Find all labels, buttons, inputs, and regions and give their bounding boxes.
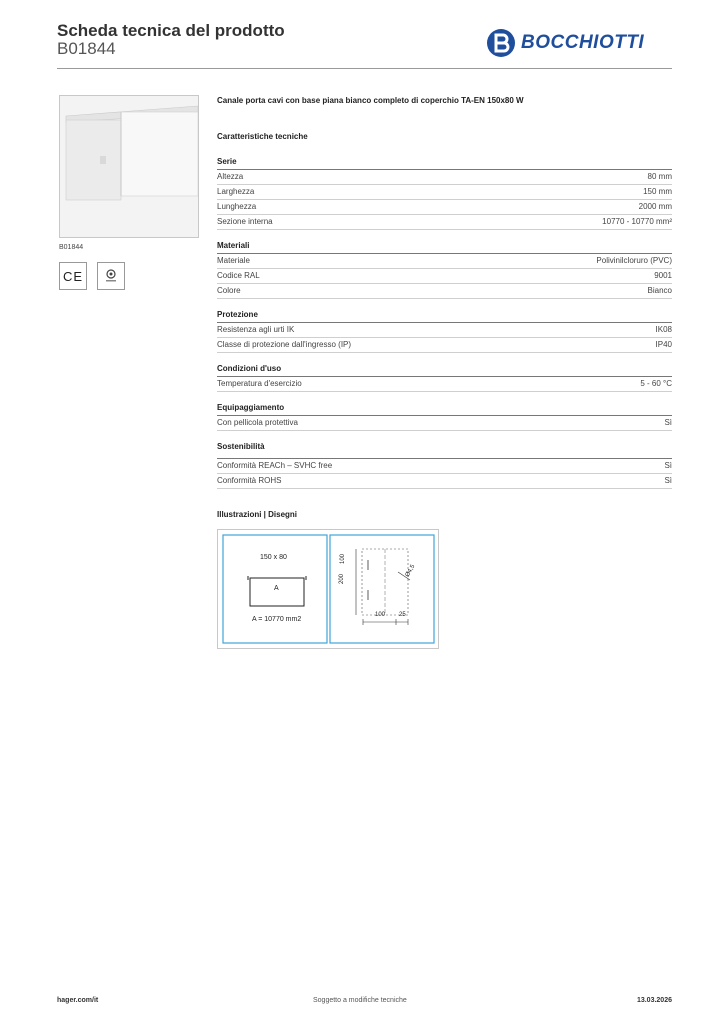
spec-label: Sezione interna xyxy=(217,217,273,226)
spec-value: 9001 xyxy=(654,271,672,280)
spec-row xyxy=(217,474,672,489)
footer-website: hager.com/it xyxy=(57,997,99,1004)
spec-value: 80 mm xyxy=(647,172,672,181)
drawing-dim-25: 25 xyxy=(399,612,406,618)
footer-date: 13.03.2026 xyxy=(636,997,672,1004)
header-divider xyxy=(57,68,672,69)
brand-logo xyxy=(486,28,644,58)
spec-row xyxy=(217,377,672,392)
spec-label: Resistenza agli urti IK xyxy=(217,325,295,334)
spec-value: Bianco xyxy=(647,286,672,295)
spec-value: 150 mm xyxy=(643,187,672,196)
imq-mark-icon xyxy=(101,266,121,286)
section-title: Equipaggiamento xyxy=(217,402,672,416)
spec-value: IP40 xyxy=(655,340,672,349)
spec-row xyxy=(217,269,672,284)
product-image xyxy=(59,95,199,238)
drawing-area-letter: A xyxy=(274,585,279,592)
spec-row xyxy=(217,338,672,353)
spec-value: 5 - 60 °C xyxy=(640,379,672,388)
spec-label: Colore xyxy=(217,286,241,295)
section-title: Protezione xyxy=(217,309,672,323)
cable-duct-illustration xyxy=(60,96,198,237)
image-caption: B01844 xyxy=(59,244,84,251)
specs-heading: Caratteristiche tecniche xyxy=(217,132,308,141)
spec-value: Polivinilcloruro (PVC) xyxy=(596,256,672,265)
footer-notice: Soggetto a modifiche tecniche xyxy=(313,997,407,1004)
spec-value: 2000 mm xyxy=(638,202,672,211)
spec-label: Temperatura d'esercizio xyxy=(217,379,302,388)
ce-mark-badge xyxy=(59,262,87,290)
drawing-dim-100-vertical: 100 xyxy=(340,553,347,565)
section-condizioni-uso xyxy=(217,363,672,392)
drawing-size-label: 150 x 80 xyxy=(260,554,287,561)
spec-row xyxy=(217,284,672,299)
spec-value: 10770 - 10770 mm² xyxy=(602,217,672,226)
spec-row xyxy=(217,416,672,431)
spec-row xyxy=(217,215,672,230)
product-description: Canale porta cavi con base piana bianco completo di coperchio TA-EN 150x80 W xyxy=(217,96,524,105)
section-materiali xyxy=(217,240,672,299)
spec-row xyxy=(217,170,672,185)
spec-label: Codice RAL xyxy=(217,271,260,280)
section-title: Sostenibilità xyxy=(217,441,672,459)
spec-row xyxy=(217,459,672,474)
spec-value: Sì xyxy=(664,461,672,470)
technical-drawing xyxy=(217,529,439,649)
specs-column xyxy=(217,95,672,649)
page-title: Scheda tecnica del prodotto xyxy=(57,21,285,40)
spec-row xyxy=(217,254,672,269)
spec-label: Classe di protezione dall'ingresso (IP) xyxy=(217,340,352,349)
spec-label: Conformità REACh – SVHC free xyxy=(217,461,333,470)
imq-mark-badge xyxy=(97,262,125,290)
drawing-area-label: A = 10770 mm2 xyxy=(252,616,302,623)
spec-label: Con pellicola protettiva xyxy=(217,418,298,427)
section-title: Materiali xyxy=(217,240,672,254)
section-sostenibilita xyxy=(217,441,672,489)
spec-label: Materiale xyxy=(217,256,250,265)
drawing-dim-hole: Ø4,5 xyxy=(404,563,417,579)
drawing-dim-200: 200 xyxy=(339,573,346,585)
brand-name: BOCCHIOTTI xyxy=(521,32,645,53)
spec-row xyxy=(217,185,672,200)
section-title: Serie xyxy=(217,156,672,170)
section-protezione xyxy=(217,309,672,353)
spec-value: IK08 xyxy=(655,325,672,334)
spec-label: Altezza xyxy=(217,172,244,181)
spec-label: Conformità ROHS xyxy=(217,476,282,485)
spec-label: Larghezza xyxy=(217,187,255,196)
illustrations-heading: Illustrazioni | Disegni xyxy=(217,510,298,519)
drawing-dim-100-horizontal: 100 xyxy=(375,612,386,618)
technical-drawing-svg xyxy=(218,530,438,648)
section-title: Condizioni d'uso xyxy=(217,363,672,377)
ce-mark-text: CE xyxy=(62,268,84,284)
section-serie xyxy=(217,156,672,230)
product-code-heading: B01844 xyxy=(57,39,116,58)
section-equipaggiamento xyxy=(217,402,672,431)
spec-label: Lunghezza xyxy=(217,202,257,211)
spec-value: Sì xyxy=(664,418,672,427)
spec-row xyxy=(217,323,672,338)
spec-value: Sì xyxy=(664,476,672,485)
bocchiotti-logo-icon xyxy=(486,28,516,58)
spec-row xyxy=(217,200,672,215)
